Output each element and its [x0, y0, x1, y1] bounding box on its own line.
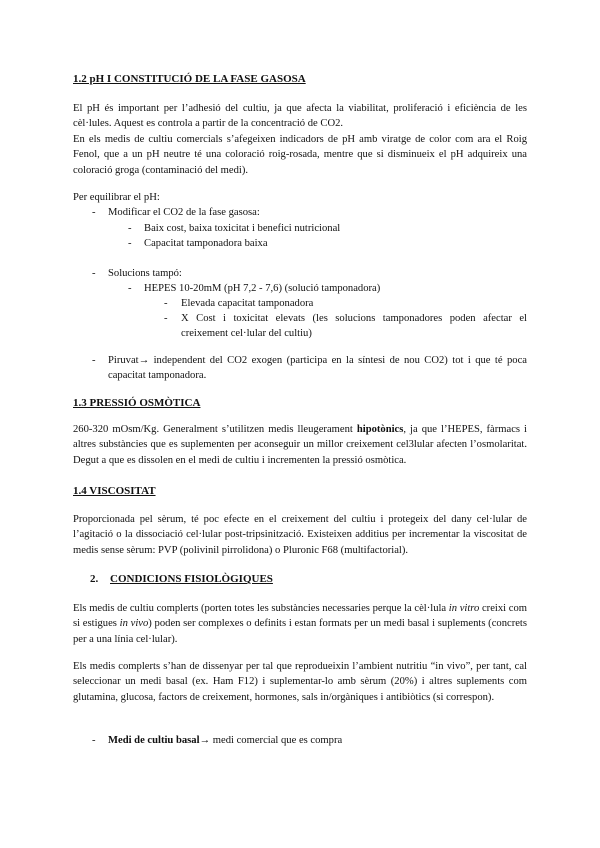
list-dash: -: [92, 735, 96, 746]
list-item-co2: Modificar el CO2 de la fase gasosa:: [108, 207, 260, 218]
list-dash: -: [92, 207, 96, 218]
paragraph-design-media: Els medis complerts s’han de dissenyar per tal que reprodueixin l’ambient nutritiu “in vivo”, per tant, cal seleccionar un medi basal (ex. Ham F12) i suplementar-lo amb sèrum (20%) i altres suplements com glutamina, glucosa, factors de creixement, hormones, sals in/orgàniques i antibiòtics (si correspon).: [73, 661, 527, 703]
list-dash: -: [128, 238, 132, 249]
section-number: 2.: [90, 573, 99, 585]
list-subitem-hepes: HEPES 10-20mM (pH 7,2 - 7,6) (solució tamponadora): [144, 283, 381, 294]
list-subitem-low-cost: Baix cost, baixa toxicitat i benefici nutricional: [144, 223, 341, 234]
paragraph-complete-media: Els medis de cultiu complerts (porten totes les substàncies necessaries perque la cèl·lula in vitro creixi com si estigues in vivo) poden ser complexes o definits i estan formats per un medi basal i suplements (concrets per a una línia cel·lular).: [73, 603, 527, 645]
paragraph-viscosity: Proporcionada pel sèrum, té poc efecte en el creixement del cultiu i protegeix del dany cel·lular de l’agitació o la dissociació cel·lular post-tripsinització. Existeixen additius per incrementar la viscositat de medis sense sèrum: PVP (polivinil pirrolidona) o Pluronic F68 (multifactorial).: [73, 514, 527, 556]
list-subsubitem-high-cost: X Cost i toxicitat elevats (les solucions tamponadores poden afectar el creixement cel·lular del cultiu): [181, 313, 527, 340]
paragraph-ph-importance: El pH és important per l’adhesió del cultiu, ja que afecta la viabilitat, proliferació i eficiència de les cèl·lules. Aquest es controla a partir de la concentració de CO2.: [73, 103, 527, 130]
list-subsubitem-high-buffer: Elevada capacitat tamponadora: [181, 298, 314, 309]
section-heading-osmotic: 1.3 PRESSIÓ OSMÒTICA: [73, 397, 201, 409]
list-item-buffer-solutions: Solucions tampó:: [108, 268, 182, 279]
paragraph-equilibrate-intro: Per equilibrar el pH:: [73, 192, 160, 203]
list-dash: -: [164, 313, 168, 324]
list-dash: -: [92, 355, 96, 366]
list-subitem-low-buffer: Capacitat tamponadora baixa: [144, 238, 268, 249]
list-item-basal-medium: Medi de cultiu basal→ medi comercial que es compra: [108, 735, 343, 746]
list-item-pyruvate: Piruvat→ independent del CO2 exogen (participa en la síntesi de nou CO2) tot i que té poca capacitat tamponadora.: [108, 355, 527, 382]
list-dash: -: [128, 223, 132, 234]
section-heading-viscosity: 1.4 VISCOSITAT: [73, 485, 156, 497]
paragraph-ph-indicators: En els medis de cultiu comercials s’afegeixen indicadors de pH amb viratge de color com ara el Roig Fenol, que a un pH neutre té una coloració roig-rosada, mentre que si disminueix el pH adquireix una coloració groga (contaminació del medi).: [73, 134, 527, 176]
list-dash: -: [92, 268, 96, 279]
list-dash: -: [128, 283, 132, 294]
list-dash: -: [164, 298, 168, 309]
section-heading-physiological: CONDICIONS FISIOLÒGIQUES: [110, 573, 273, 585]
paragraph-osmotic: 260-320 mOsm/Kg. Generalment s’utilitzen medis lleugerament hipotònics, ja que l’HEPES, fàrmacs i altres substàncies que es suplementen per aconseguir un millor creixement cel3lular afecten l’osmolaritat. Degut a que es dissolen en el medi de cultiu i incrementen la pressió osmòtica.: [73, 424, 527, 466]
section-heading-ph: 1.2 pH I CONSTITUCIÓ DE LA FASE GASOSA: [73, 73, 306, 85]
